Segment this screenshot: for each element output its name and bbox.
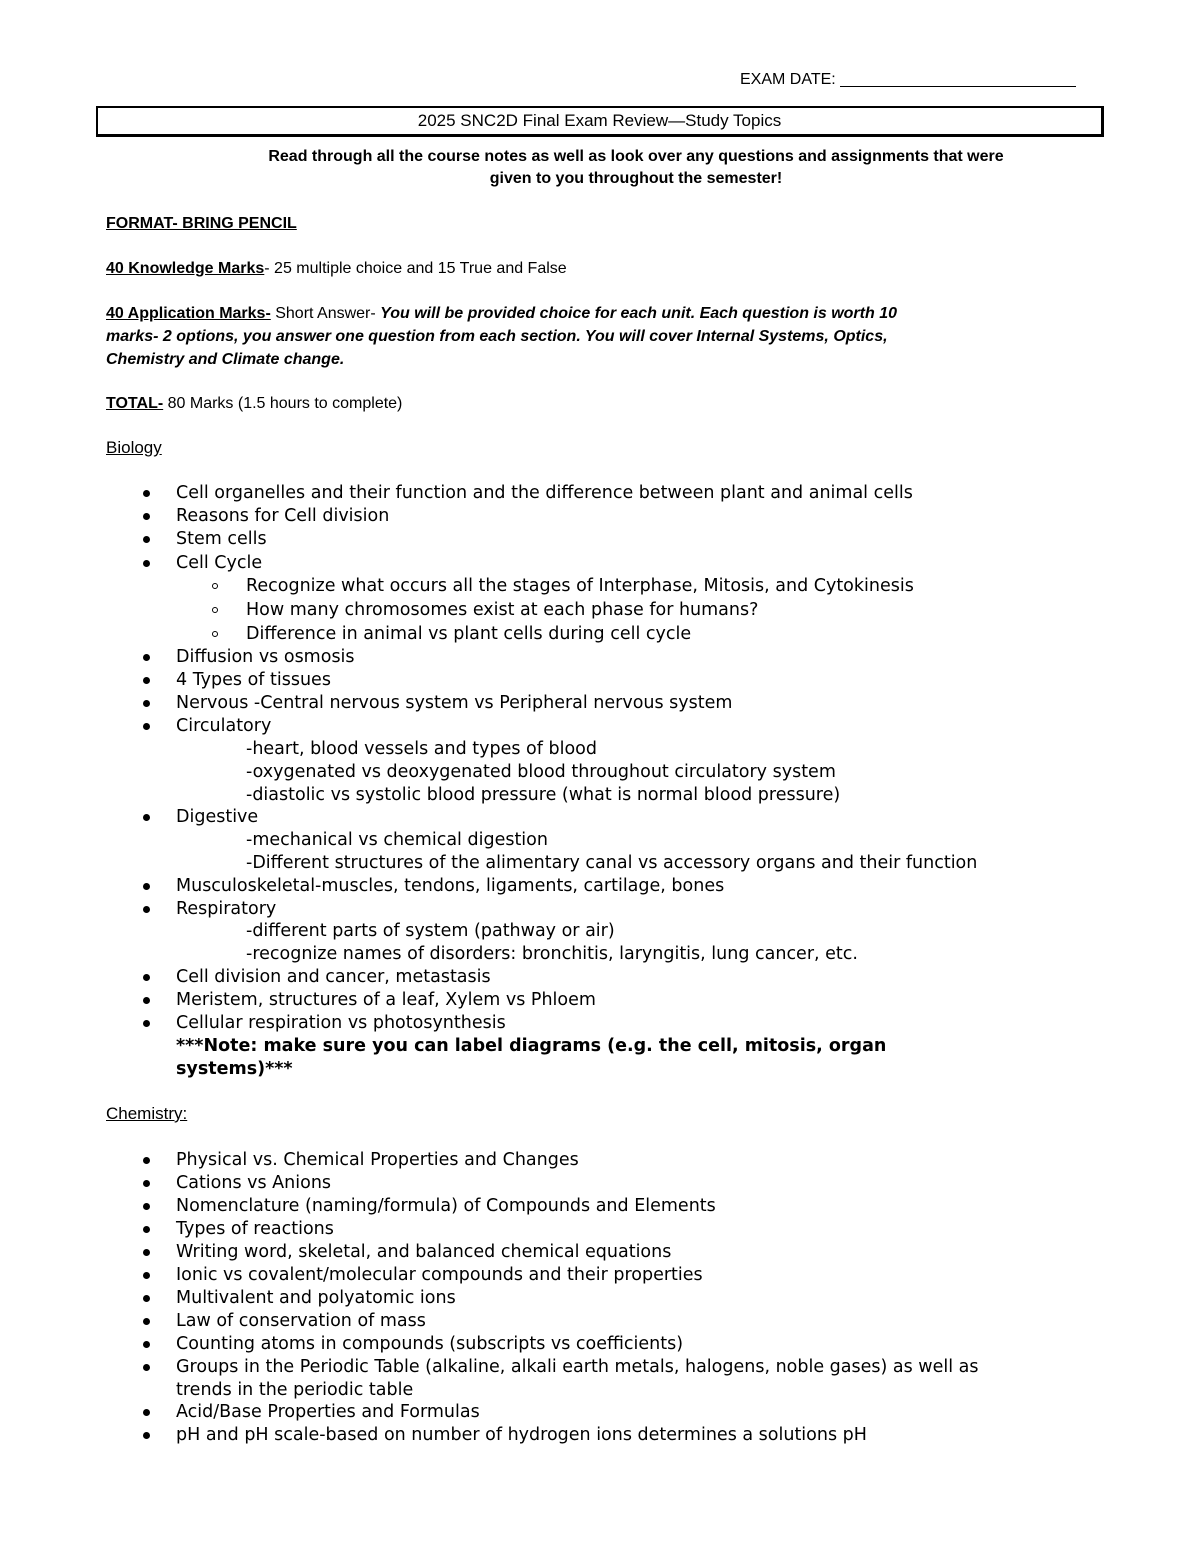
knowledge-text: - 25 multiple choice and 15 True and False <box>264 260 567 277</box>
list-item: Multivalent and polyatomic ions <box>176 1288 456 1308</box>
bullet-icon <box>143 1295 150 1302</box>
bullet-icon <box>143 1272 150 1279</box>
bullet-icon <box>143 1157 150 1164</box>
application-plain: Short Answer- <box>270 305 381 322</box>
total-label: TOTAL- <box>106 395 164 412</box>
bullet-icon <box>143 490 150 497</box>
diagram-note-line-2: systems)*** <box>176 1059 293 1079</box>
list-item: 4 Types of tissues <box>176 670 331 690</box>
page-title: 2025 SNC2D Final Exam Review—Study Topics <box>96 106 1104 137</box>
list-item: Diffusion vs osmosis <box>176 647 355 667</box>
list-item: Cellular respiration vs photosynthesis <box>176 1013 506 1033</box>
application-marks <box>106 302 897 371</box>
exam-date-label: EXAM DATE: <box>740 71 836 88</box>
sub-list-item: -mechanical vs chemical digestion <box>246 830 548 850</box>
list-item-continuation: trends in the periodic table <box>176 1380 414 1400</box>
list-item: Cell organelles and their function and the difference between plant and animal cells <box>176 483 913 503</box>
bullet-icon <box>143 513 150 520</box>
sub-list-item: How many chromosomes exist at each phase for humans? <box>246 600 759 620</box>
knowledge-label: 40 Knowledge Marks <box>106 260 265 277</box>
bullet-icon <box>143 677 150 684</box>
bullet-icon <box>143 700 150 707</box>
list-item: Reasons for Cell division <box>176 506 390 526</box>
list-item: Musculoskeletal-muscles, tendons, ligaments, cartilage, bones <box>176 876 725 896</box>
bullet-icon <box>143 1318 150 1325</box>
list-item: Physical vs. Chemical Properties and Changes <box>176 1150 579 1170</box>
bullet-icon <box>143 814 150 821</box>
chemistry-heading: Chemistry: <box>106 1104 188 1123</box>
intro-line-1: Read through all the course notes as well as look over any questions and assignments that were <box>268 148 1004 165</box>
sub-bullet-icon <box>212 583 218 589</box>
intro-line-2: given to you throughout the semester! <box>489 170 783 187</box>
bullet-icon <box>143 1203 150 1210</box>
sub-list-item: -recognize names of disorders: bronchitis, laryngitis, lung cancer, etc. <box>246 944 858 964</box>
bullet-icon <box>143 560 150 567</box>
knowledge-marks <box>106 257 567 280</box>
list-item: Cell division and cancer, metastasis <box>176 967 491 987</box>
sub-bullet-icon <box>212 607 218 613</box>
list-item: Ionic vs covalent/molecular compounds and their properties <box>176 1265 703 1285</box>
bullet-icon <box>143 1249 150 1256</box>
bullet-icon <box>143 906 150 913</box>
bullet-icon <box>143 1226 150 1233</box>
bullet-icon <box>143 997 150 1004</box>
list-item: Acid/Base Properties and Formulas <box>176 1402 480 1422</box>
bullet-icon <box>143 1432 150 1439</box>
sub-list-item: Difference in animal vs plant cells during cell cycle <box>246 624 692 644</box>
list-item: Nervous -Central nervous system vs Peripheral nervous system <box>176 693 733 713</box>
bullet-icon <box>143 1020 150 1027</box>
bullet-icon <box>143 654 150 661</box>
bullet-icon <box>143 1364 150 1371</box>
bullet-icon <box>143 1409 150 1416</box>
list-item: Law of conservation of mass <box>176 1311 426 1331</box>
list-item: Cell Cycle <box>176 553 263 573</box>
list-item: Nomenclature (naming/formula) of Compounds and Elements <box>176 1196 716 1216</box>
list-item: Counting atoms in compounds (subscripts vs coefficients) <box>176 1334 684 1354</box>
bullet-icon <box>143 723 150 730</box>
sub-list-item: -heart, blood vessels and types of blood <box>246 739 597 759</box>
list-item: Circulatory <box>176 716 272 736</box>
sub-list-item: -oxygenated vs deoxygenated blood throughout circulatory system <box>246 762 836 782</box>
list-item: Meristem, structures of a leaf, Xylem vs Phloem <box>176 990 596 1010</box>
list-item: Groups in the Periodic Table (alkaline, alkali earth metals, halogens, noble gases) as well as <box>176 1357 979 1377</box>
list-item: Digestive <box>176 807 259 827</box>
list-item: Stem cells <box>176 529 267 549</box>
sub-bullet-icon <box>212 631 218 637</box>
application-line-3: Chemistry and Climate change. <box>106 351 345 368</box>
bullet-icon <box>143 1341 150 1348</box>
sub-list-item: -different parts of system (pathway or air) <box>246 921 615 941</box>
bullet-icon <box>143 1180 150 1187</box>
list-item: Respiratory <box>176 899 277 919</box>
application-label: 40 Application Marks- <box>106 305 271 322</box>
bullet-icon <box>143 536 150 543</box>
list-item: Types of reactions <box>176 1219 334 1239</box>
total-text: 80 Marks (1.5 hours to complete) <box>163 395 403 412</box>
bullet-icon <box>143 974 150 981</box>
exam-date-field <box>740 70 1076 89</box>
sub-list-item: -Different structures of the alimentary canal vs accessory organs and their function <box>246 853 978 873</box>
bullet-icon <box>143 883 150 890</box>
sub-list-item: Recognize what occurs all the stages of Interphase, Mitosis, and Cytokinesis <box>246 576 914 596</box>
exam-date-blank-line <box>840 70 1076 87</box>
list-item: Writing word, skeletal, and balanced chemical equations <box>176 1242 672 1262</box>
biology-heading: Biology <box>106 438 162 457</box>
intro-instructions <box>160 146 1112 190</box>
diagram-note-line-1: ***Note: make sure you can label diagrams (e.g. the cell, mitosis, organ <box>176 1036 887 1056</box>
sub-list-item: -diastolic vs systolic blood pressure (what is normal blood pressure) <box>246 785 841 805</box>
total-marks <box>106 392 402 415</box>
list-item: pH and pH scale-based on number of hydrogen ions determines a solutions pH <box>176 1425 867 1445</box>
list-item: Cations vs Anions <box>176 1173 332 1193</box>
format-heading: FORMAT- BRING PENCIL <box>106 215 297 232</box>
application-line-1: You will be provided choice for each unit. Each question is worth 10 <box>380 305 897 322</box>
application-line-2: marks- 2 options, you answer one question from each section. You will cover Internal Systems, Optics, <box>106 328 888 345</box>
